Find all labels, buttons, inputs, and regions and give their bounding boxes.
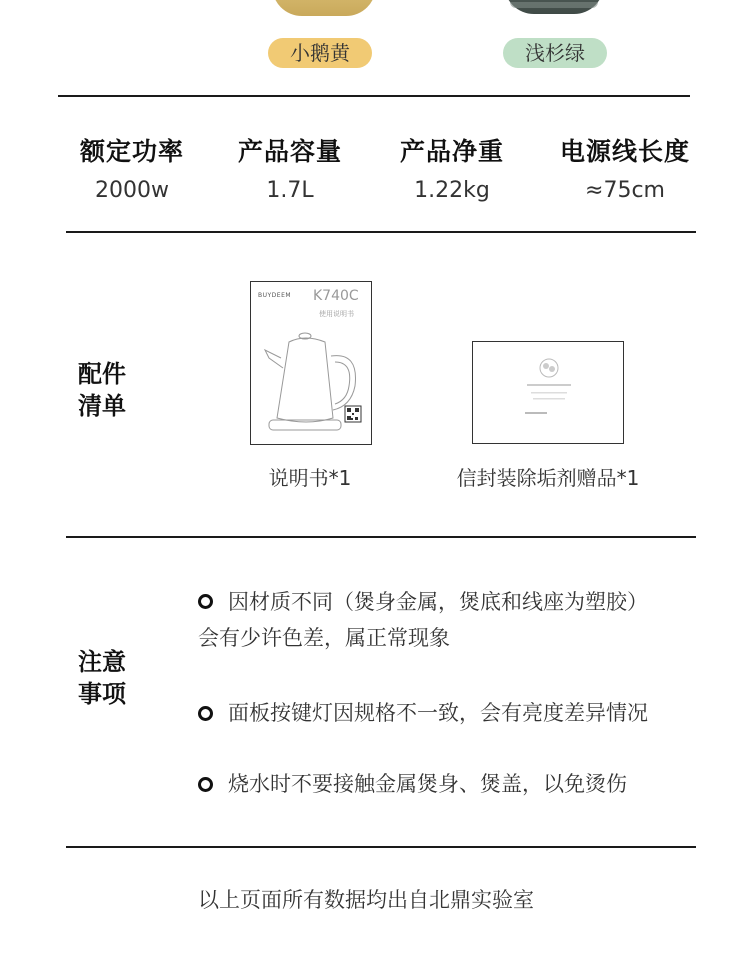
divider-top [58, 95, 690, 97]
color-option-green[interactable]: 浅杉绿 [503, 38, 607, 68]
divider-specs [66, 231, 696, 233]
spec-value-power: 2000w [95, 178, 169, 203]
bullet-icon [198, 706, 213, 721]
note-item-3: 烧水时不要接触金属煲身、煲盖，以免烫伤 [228, 772, 627, 796]
kettle-base-yellow [272, 0, 376, 16]
notes-title: 注意 事项 [78, 648, 126, 708]
spec-label-capacity: 产品容量 [237, 137, 342, 166]
manual-image [250, 281, 372, 445]
color-option-yellow[interactable]: 小鹅黄 [268, 38, 372, 68]
manual-subtitle: 使用说明书 [319, 310, 354, 318]
note-item-1-line2: 会有少许色差，属正常现象 [198, 626, 450, 650]
footer-note: 以上页面所有数据均出自北鼎实验室 [198, 888, 534, 912]
envelope-caption: 信封装除垢剂赠品*1 [456, 466, 640, 490]
bullet-icon [198, 594, 213, 609]
envelope-drawing-icon [473, 342, 623, 443]
envelope-image [472, 341, 624, 444]
kettle-base-green [504, 0, 604, 14]
note-item-1-line1: 因材质不同（煲身金属，煲底和线座为塑胶） [228, 590, 648, 614]
spec-value-weight: 1.22kg [414, 178, 490, 203]
spec-value-capacity: 1.7L [266, 178, 314, 203]
manual-model: K740C [313, 288, 359, 304]
bullet-icon [198, 777, 213, 792]
divider-notes [66, 846, 696, 848]
accessories-title: 配件 清单 [78, 360, 126, 420]
manual-caption: 说明书*1 [268, 466, 352, 490]
spec-label-power: 额定功率 [79, 137, 184, 166]
spec-label-weight: 产品净重 [399, 137, 504, 166]
divider-accessories [66, 536, 696, 538]
spec-label-cord: 电源线长度 [559, 137, 690, 166]
spec-value-cord: ≈75cm [585, 178, 665, 203]
note-item-2: 面板按键灯因规格不一致，会有亮度差异情况 [228, 701, 648, 725]
kettle-drawing-icon [259, 328, 363, 440]
manual-brand: BUYDEEM [258, 292, 292, 299]
